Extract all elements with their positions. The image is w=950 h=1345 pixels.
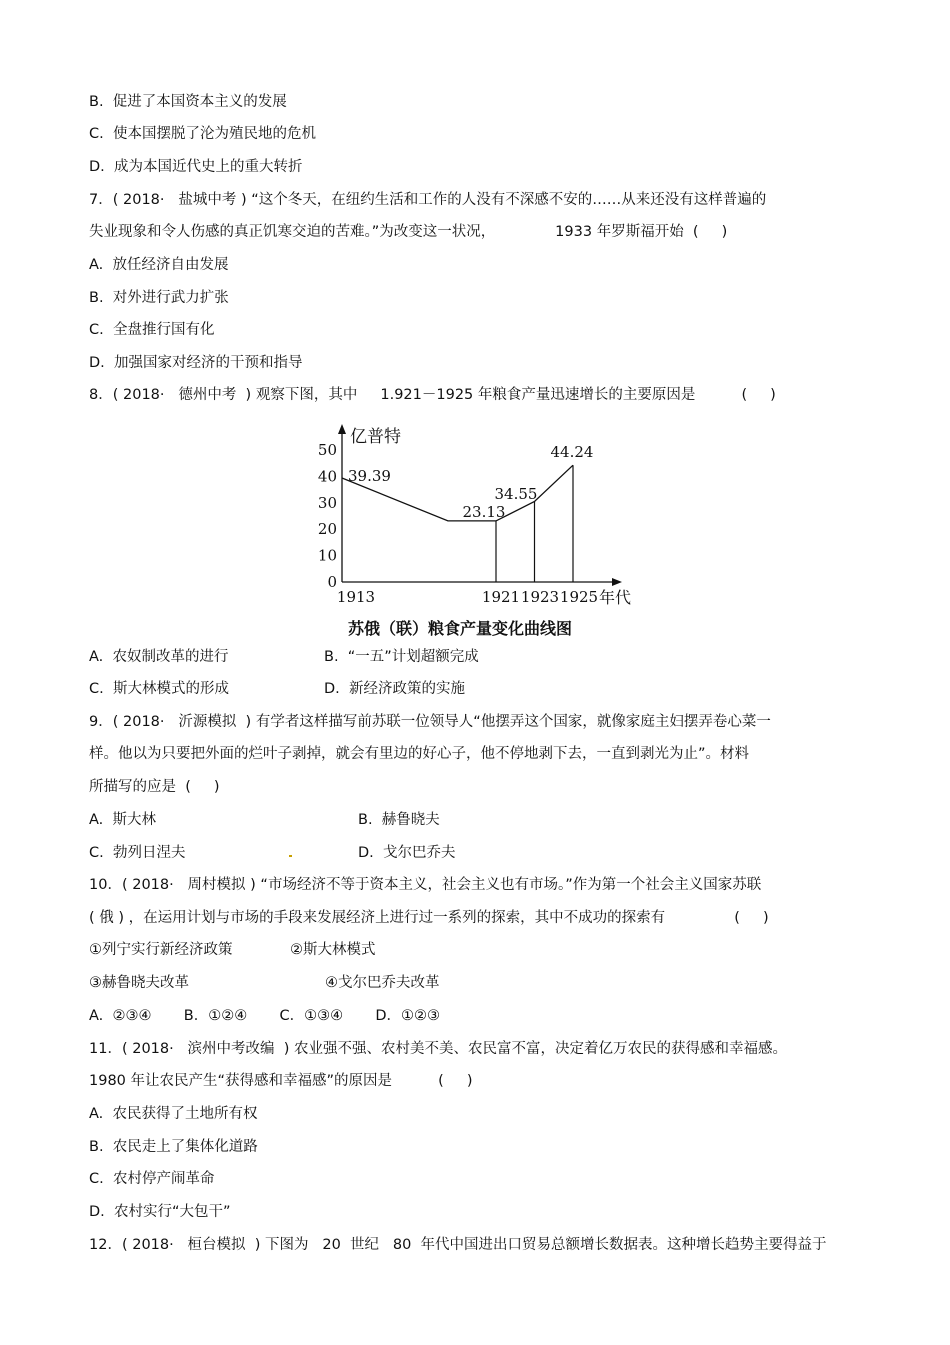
data-label: 39.39 [348,467,391,485]
option-9a: A. 斯大林 [89,812,156,828]
y-tick-label: 20 [317,520,337,539]
option-8c: C. 斯大林模式的形成 [89,681,229,697]
option-8b: B. “一五”计划超额完成 [324,649,479,665]
option-11c: C. 农村停产闹革命 [89,1171,215,1187]
y-tick-label: 40 [317,467,337,486]
option-9d: D. 戈尔巴乔夫 [358,845,456,861]
option-6d: D. 成为本国近代史上的重大转折 [89,159,303,175]
option-9c: C. 勃列日涅夫 [89,845,186,861]
question-9-stem: 9．( 2018· 沂源模拟 ) 有学者这样描写前苏联一位领导人“他摆弄这个国家，就像家庭主妇摆弄卷心菜一 [89,714,771,730]
statement-1: ①列宁实行新经济政策 [89,942,233,958]
y-tick-label: 0 [327,573,337,591]
option-7a: A. 放任经济自由发展 [89,257,229,273]
stray-mark [289,855,292,857]
option-11b: B. 农民走上了集体化道路 [89,1139,258,1155]
chart-data-labels [348,443,593,521]
option-7b: B. 对外进行武力扩张 [89,290,229,306]
y-tick-label: 50 [317,441,337,459]
y-axis-label: 亿普特 [350,427,401,447]
question-10-stem-cont: ( 俄 ) ，在运用计划与市场的手段来发展经济上进行过一系列的探索，其中不成功的探索有 ( ) [89,910,769,926]
grain-output-chart [300,420,650,645]
data-label: 44.24 [550,443,594,461]
x-axis-arrow [612,578,622,586]
question-7-stem-cont: 失业现象和令人伤感的真正饥寒交迫的苦难。”为改变这一状况， 1933 年罗斯福开始 ( ) [89,224,728,240]
statement-3: ③赫鲁晓夫改革 [89,975,189,991]
question-8-stem: 8．( 2018· 德州中考 ) 观察下图，其中 1.921－1925 年粮食产量迅速增长的主要原因是 ( ) [89,387,776,403]
statement-4: ④戈尔巴乔夫改革 [325,975,440,991]
question-9-stem-cont: 样。他以为只要把外面的烂叶子剥掉，就会有里边的好心子，他不停地剥下去，一直到剥光为止”。材料 [89,746,750,762]
option-8a: A. 农奴制改革的进行 [89,649,229,665]
data-label: 23.13 [462,503,506,521]
x-axis-label: 年代 [599,588,632,607]
data-label: 34.55 [494,485,538,503]
question-7-stem: 7．( 2018· 盐城中考 ) “这个冬天，在纽约生活和工作的人没有不深感不安的……从来还没有这样普遍的 [89,192,767,208]
question-10-options: A. ②③④ B．①②④ C．①③④ D．①②③ [89,1008,441,1024]
option-11d: D. 农村实行“大包干” [89,1204,231,1220]
question-11-stem-cont: 1980 年让农民产生“获得感和幸福感”的原因是 ( ) [89,1073,473,1089]
question-10-stem: 10．( 2018· 周村模拟 ) “市场经济不等于资本主义，社会主义也有市场。”作为第一个社会主义国家苏联 [89,877,762,893]
option-6c: C. 使本国摆脱了沦为殖民地的危机 [89,126,316,142]
option-11a: A. 农民获得了土地所有权 [89,1106,258,1122]
option-7c: C. 全盘推行国有化 [89,322,215,338]
x-tick-label: 1913 [336,588,376,606]
question-9-stem-end: 所描写的应是 ( ) [89,779,220,795]
chart-title: 苏俄（联）粮食产量变化曲线图 [348,619,573,638]
option-8d: D. 新经济政策的实施 [324,681,465,697]
y-tick-label: 30 [317,493,337,512]
x-tick-label: 1925 [559,588,599,606]
question-12-stem: 12．( 2018· 桓台模拟 ) 下图为 20 世纪 80 年代中国进出口贸易总额增长数据表。这种增长趋势主要得益于 [89,1237,827,1253]
x-tick-label: 1921 [481,588,521,606]
chart-ticks [318,441,598,606]
option-6b: B. 促进了本国资本主义的发展 [89,94,287,110]
question-11-stem: 11．( 2018· 滨州中考改编 ) 农业强不强、农村美不美、农民富不富，决定着亿万农民的获得感和幸福感。 [89,1041,788,1057]
option-7d: D. 加强国家对经济的干预和指导 [89,355,303,371]
x-tick-label: 1923 [520,588,560,606]
statement-2: ②斯大林模式 [290,942,376,958]
y-axis-arrow [338,424,346,434]
option-9b: B. 赫鲁晓夫 [358,812,440,828]
y-tick-label: 10 [317,546,337,565]
